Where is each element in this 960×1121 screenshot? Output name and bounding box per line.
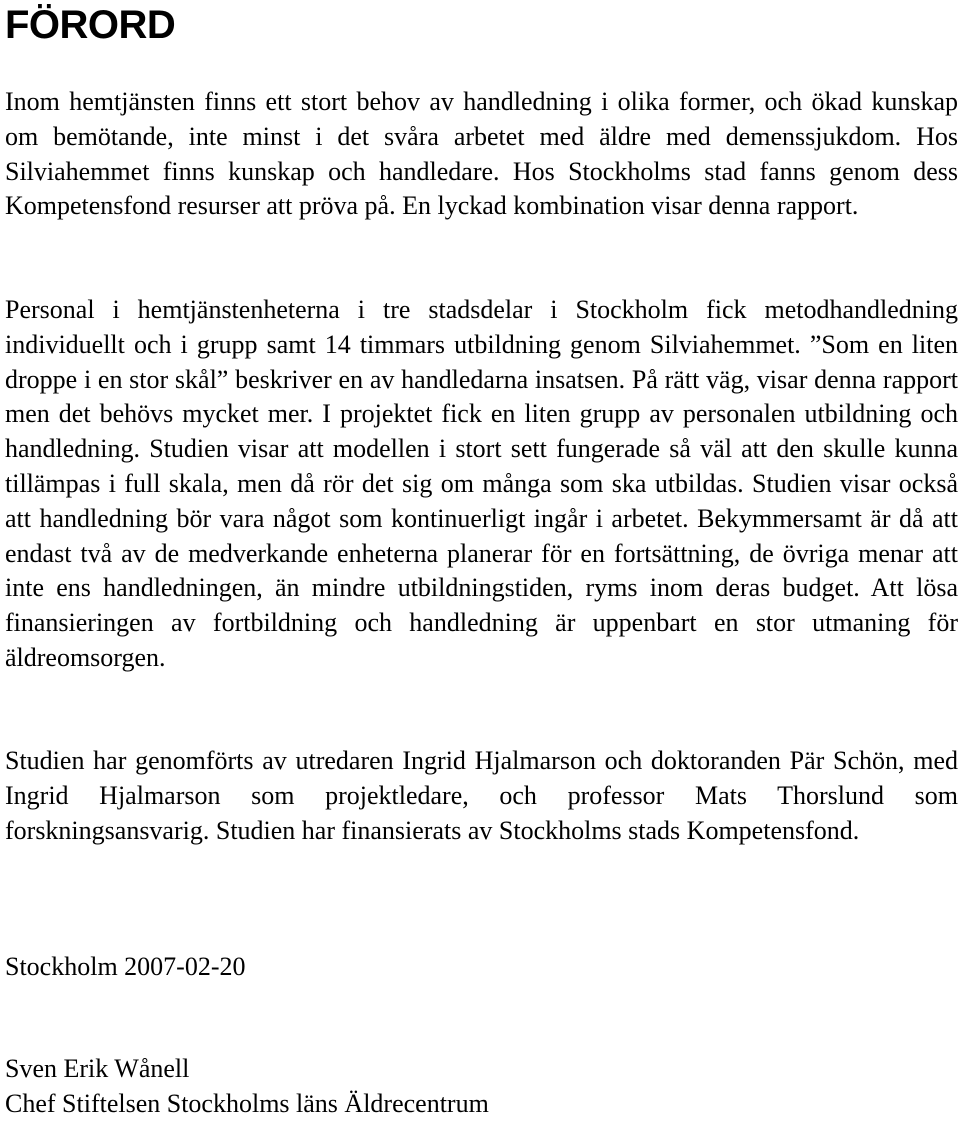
paragraph-project: Personal i hemtjänstenheterna i tre stadsdelar i Stockholm fick metodhandledning individuellt och i grupp samt 14 timmars utbildning genom Silviahemmet. ”Som en liten droppe i en stor skål” beskriver en av handledarna insatsen. På rätt väg, visar denna rapport men det behövs mycket mer. I projektet fick en liten grupp av personalen utbildning och handledning. Studien visar att modellen i stort sett fungerade så väl att den skulle kunna tillämpas i full skala, men då rör det sig om många som ska utbildas. Studien visar också att handledning bör vara något som kontinuerligt ingår i arbetet. Bekymmersamt är då att endast två av de medverkande enheterna planerar för en fortsättning, de övriga menar att inte ens handledningen, än mindre utbildningstiden, ryms inom deras budget. Att lösa finansieringen av fortbildning och handledning är uppenbart en stor utmaning för äldreomsorgen. xyxy=(5,295,958,672)
signer-name: Sven Erik Wånell xyxy=(5,1054,190,1083)
paragraph-authors: Studien har genomförts av utredaren Ingrid Hjalmarson och doktoranden Pär Schön, med Ingrid Hjalmarson som projektledare, och professor Mats Thorslund som forskningsansvarig. Studien har finansierats av Stockholms stads Kompetensfond. xyxy=(5,746,958,845)
signer-title: Chef Stiftelsen Stockholms läns Äldrecentrum xyxy=(5,1089,489,1118)
date-line: Stockholm 2007-02-20 xyxy=(5,952,246,981)
page-title: FÖRORD xyxy=(5,3,176,47)
paragraph-intro: Inom hemtjänsten finns ett stort behov av handledning i olika former, och ökad kunskap om bemötande, inte minst i det svåra arbetet med äldre med demenssjukdom. Hos Silviahemmet finns kunskap och handledare. Hos Stockholms stad fanns genom dess Kompetensfond resurser att pröva på. En lyckad kombination visar denna rapport. xyxy=(5,87,958,221)
